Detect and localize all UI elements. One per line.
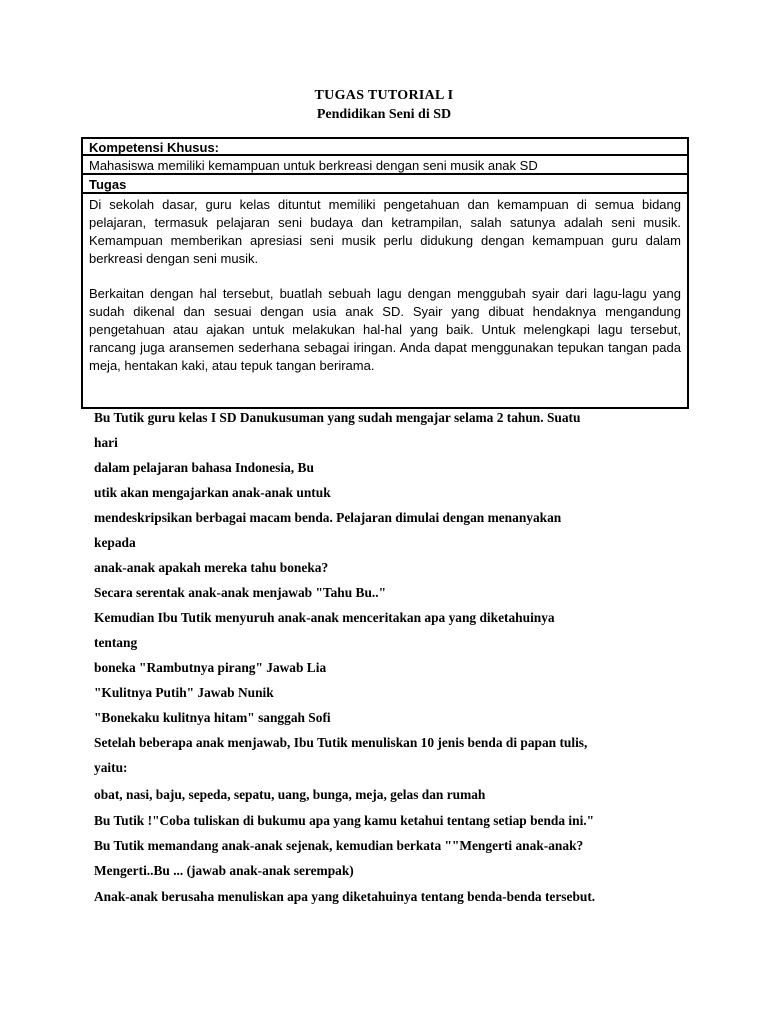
competency-heading: Kompetensi Khusus: [89,140,220,155]
story-line: kepada [94,535,136,550]
story-line: hari [94,435,118,450]
competency-heading-row [83,139,687,156]
task-heading-row [83,175,687,194]
story-line: "Bonekaku kulitnya hitam" sanggah Sofi [94,710,331,725]
story-line: Anak-anak berusaha menuliskan apa yang diketahuinya tentang benda-benda tersebut. [94,889,596,904]
story-line: Setelah beberapa anak menjawab, Ibu Tutik menuliskan 10 jenis benda di papan tulis, [94,735,588,750]
story-line: Bu Tutik memandang anak-anak sejenak, kemudian berkata ""Mengerti anak-anak? [94,838,584,853]
story-line: utik akan mengajarkan anak-anak untuk [94,485,331,500]
story-line: Secara serentak anak-anak menjawab "Tahu Bu.." [94,585,387,600]
task-paragraph-1: Di sekolah dasar, guru kelas dituntut memiliki pengetahuan dan kemampuan di semua bidang pelajaran, termasuk pelajaran seni budaya dan ketrampilan, salah satunya adalah seni musik. Kemampuan memberikan apresiasi seni musik perlu didukung dengan kemampuan guru dalam berkreasi dengan seni musik. [89,197,681,266]
document-subtitle: Pendidikan Seni di SD [316,107,452,122]
story-line: "Kulitnya Putih" Jawab Nunik [94,685,274,700]
story-line: Bu Tutik guru kelas I SD Danukusuman yang sudah mengajar selama 2 tahun. Suatu [94,410,581,425]
story-line: anak-anak apakah mereka tahu boneka? [94,560,329,575]
story-line: yaitu: [94,760,128,775]
story-line: Mengerti..Bu ... (jawab anak-anak serempak) [94,863,354,878]
story-line: dalam pelajaran bahasa Indonesia, Bu [94,460,314,475]
document-title: TUGAS TUTORIAL I [314,88,454,103]
competency-text-row [83,156,687,175]
story-line: Kemudian Ibu Tutik menyuruh anak-anak menceritakan apa yang diketahuinya [94,610,555,625]
task-paragraph-2: Berkaitan dengan hal tersebut, buatlah sebuah lagu dengan menggubah syair dari lagu-lagu yang sudah dikenal dan sesuai dengan usia anak SD. Syair yang dibuat hendaknya mengandung pengetahuan atau ajakan untuk melakukan hal-hal yang baik. Untuk melengkapi lagu tersebut, rancang juga aransemen sederhana sebagai iringan. Anda dapat menggunakan tepukan tangan pada meja, hentakan kaki, atau tepuk tangan berirama. [89,286,681,373]
story-line: tentang [94,635,138,650]
task-table [81,137,689,409]
story-line: obat, nasi, baju, sepeda, sepatu, uang, bunga, meja, gelas dan rumah [94,787,486,802]
story-line: Bu Tutik !"Coba tuliskan di bukumu apa yang kamu ketahui tentang setiap benda ini." [94,813,595,828]
task-heading: Tugas [89,177,127,192]
task-body-row [83,194,687,409]
competency-text: Mahasiswa memiliki kemampuan untuk berkreasi dengan seni musik anak SD [89,158,538,173]
story-line: mendeskripsikan berbagai macam benda. Pelajaran dimulai dengan menanyakan [94,510,562,525]
story-line: boneka "Rambutnya pirang" Jawab Lia [94,660,327,675]
